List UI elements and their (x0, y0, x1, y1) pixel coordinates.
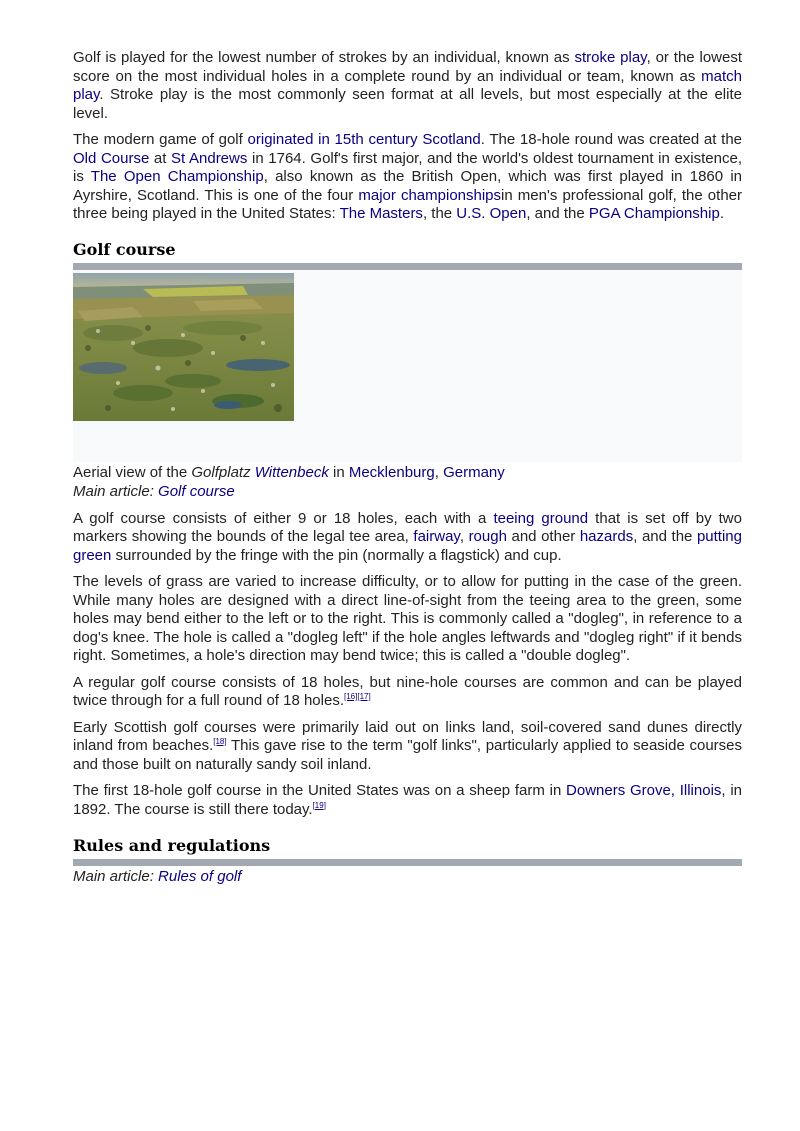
reference-link-19[interactable]: [19] (312, 800, 326, 810)
link-rough[interactable]: rough (468, 528, 507, 545)
link-hazards[interactable]: hazards (579, 528, 634, 545)
reference-link-16[interactable]: [16] (344, 692, 358, 701)
link-germany[interactable]: Germany (443, 463, 505, 481)
link-mecklenburg[interactable]: Mecklenburg (348, 463, 435, 481)
link-st-andrews[interactable]: St Andrews (171, 149, 248, 167)
golf-course-paragraph-5: The first 18-hole golf course in the United States was on a sheep farm in Downers Grove, Illinois, in 1892. The course is still there today.[19] (73, 782, 742, 818)
link-open-championship[interactable]: The Open Championship (90, 168, 264, 185)
golf-course-paragraph-3: A regular golf course consists of 18 holes, but nine-hole courses are common and can be played twice through for a full round of 18 holes.[16][17] (73, 673, 742, 709)
link-old-course[interactable]: Old Course (73, 149, 150, 167)
golf-course-paragraph-2: The levels of grass are varied to increase difficulty, or to allow for putting in the case of the green. While many holes are designed with a direct line-of-sight from the teeing area to the green, some holes may bend either to the left or to the right. This is commonly called a "dogleg", in reference to a dog's knee. The hole is called a "dogleg left" if the hole angles leftwards and "dogleg right" if it bends right. Sometimes, a hole's direction may bend twice; this is called a "double dogleg". (73, 573, 742, 664)
link-downers-grove-illinois[interactable]: Downers Grove, Illinois (566, 782, 722, 799)
golf-course-paragraph-4: Early Scottish golf courses were primarily laid out on links land, soil-covered sand dunes directly inland from beaches.[18] This gave rise to the term "golf links", particularly applied to seaside courses and those built on naturally sandy soil inland. (73, 718, 742, 773)
link-wittenbeck[interactable]: Wittenbeck (254, 463, 329, 481)
golf-course-paragraph-1: A golf course consists of either 9 or 18 holes, each with a teeing ground that is set off by two markers showing the bounds of the legal tee area, fairway, rough and other hazards, and the putting green surrounded by the fringe with the pin (normally a flagstick) and cup. (73, 509, 742, 564)
link-the-masters[interactable]: The Masters (339, 205, 423, 222)
hatnote-golf-course: Main article: Golf course (73, 483, 235, 500)
section-heading-rules: Rules and regulations (73, 836, 271, 855)
link-putting-green[interactable]: putting green (73, 528, 742, 564)
section-heading-golf-course: Golf course (73, 239, 176, 259)
figure-caption: Aerial view of the Golfplatz Wittenbeck in Mecklenburg, Germany (73, 463, 505, 481)
figure-aerial-view (73, 270, 742, 462)
hatnote-rules-of-golf: Main article: Rules of golf (73, 868, 242, 885)
link-fairway[interactable]: fairway (413, 528, 460, 545)
aerial-golf-course-photo[interactable] (73, 273, 294, 421)
aerial-photo-svg (73, 273, 294, 421)
link-origin-scotland[interactable]: originated in 15th century Scotland (247, 131, 481, 148)
reference-link-17[interactable]: [17] (357, 692, 371, 701)
link-stroke-play[interactable]: stroke play (574, 49, 647, 66)
link-pga-championship[interactable]: PGA Championship (588, 205, 720, 222)
intro-paragraph-1: Golf is played for the lowest number of strokes by an individual, known as stroke play, or the lowest score on the most individual holes in a complete round by an individual or team, known as match play. Stroke play is the most commonly seen format at all levels, but most especially at the elite level. (73, 49, 742, 122)
reference-link-18[interactable]: [18] (213, 737, 227, 746)
section-divider (73, 263, 742, 270)
section-golf-course (73, 240, 742, 820)
link-us-open[interactable]: U.S. Open (456, 205, 527, 222)
link-main-article-rules-of-golf[interactable]: Rules of golf (158, 868, 242, 885)
section-divider (73, 859, 742, 866)
section-rules-and-regulations (73, 836, 742, 887)
reference-18 (213, 737, 226, 746)
reference-16-17 (344, 692, 371, 701)
link-teeing-ground[interactable]: teeing ground (493, 509, 589, 527)
link-match-play[interactable]: match play (73, 67, 742, 103)
link-major-championships[interactable]: major championships (358, 186, 502, 204)
reference-19 (313, 801, 326, 810)
link-main-article-golf-course[interactable]: Golf course (158, 483, 235, 500)
article-content (73, 49, 742, 895)
intro-paragraph-2: The modern game of golf originated in 15th century Scotland. The 18-hole round was created at the Old Course at St Andrews in 1764. Golf's first major, and the world's oldest tournament in existence, is The Open Championship, also known as the British Open, which was first played in 1860 in Ayrshire, Scotland. This is one of the four major championshipsin men's professional golf, the other three being played in the United States: The Masters, the U.S. Open, and the PGA Championship. (73, 131, 743, 222)
